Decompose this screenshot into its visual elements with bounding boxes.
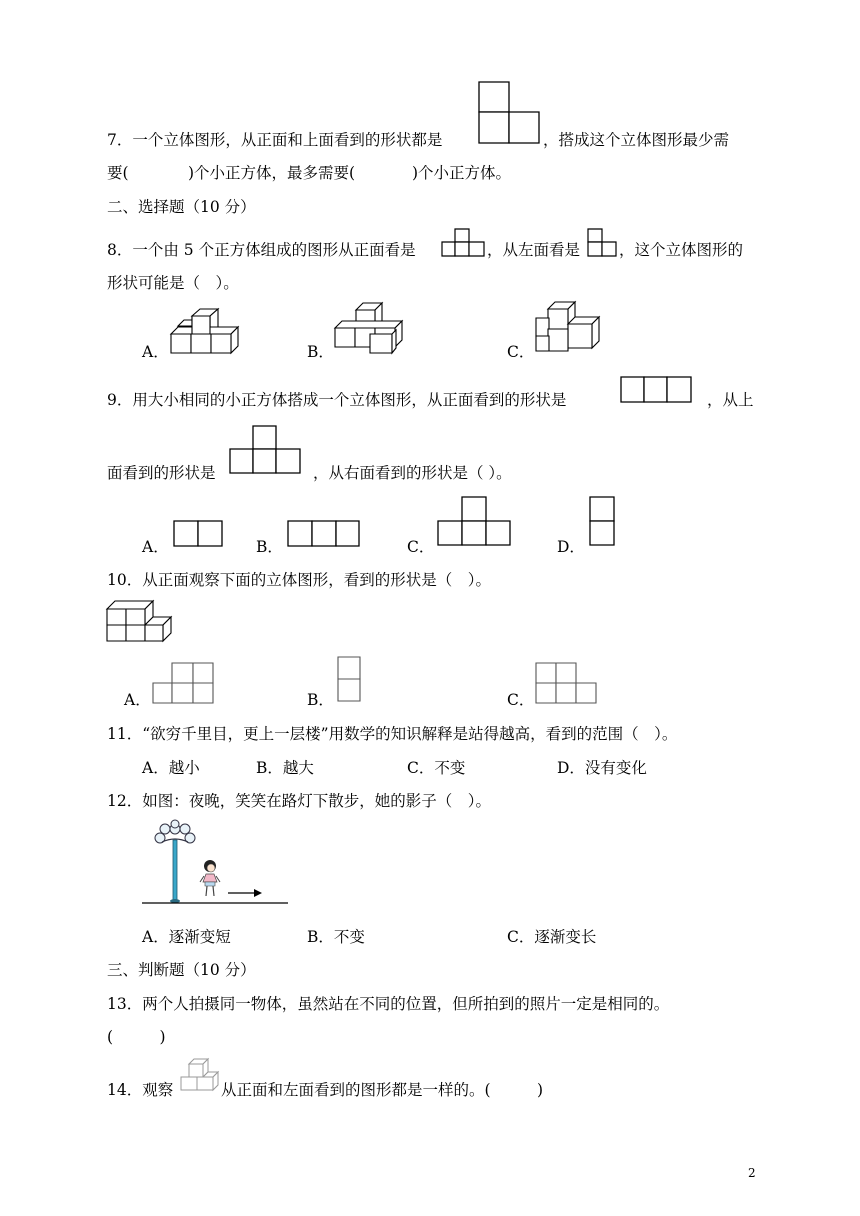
q8-line2: 形状可能是（ ）。 bbox=[107, 274, 239, 292]
q10-option-a-label: A． bbox=[124, 691, 151, 709]
q8-option-b-figure bbox=[334, 302, 406, 354]
q9-line2-b: ，从右面看到的形状是（ ）。 bbox=[313, 464, 512, 482]
q9-option-d-figure bbox=[589, 496, 617, 548]
q7-line2-a: 要( bbox=[107, 164, 129, 182]
section-2-heading: 二、选择题（10 分） bbox=[107, 198, 256, 216]
q14-solid-figure bbox=[180, 1058, 220, 1092]
q7-shape-figure bbox=[478, 80, 542, 146]
page-number: 2 bbox=[748, 1166, 756, 1180]
girl-icon bbox=[200, 860, 220, 896]
q10-solid-figure bbox=[106, 600, 174, 644]
q8-option-b-label: B． bbox=[307, 343, 334, 361]
q8-option-a-figure bbox=[170, 308, 242, 356]
q7-line2-c: )个小正方体。 bbox=[412, 164, 512, 182]
q11-line1: 11．“欲穷千里目，更上一层楼”用数学的知识解释是站得越高，看到的范围（ ）。 bbox=[107, 725, 678, 743]
q8-line1-b: ，从左面看是 bbox=[487, 241, 581, 259]
q8-left-view-figure bbox=[587, 228, 619, 258]
q7-line1-a: 7．一个立体图形，从正面和上面看到的形状都是 bbox=[107, 131, 443, 149]
q13-line2: ( ) bbox=[107, 1028, 166, 1046]
q8-line1-a: 8．一个由 5 个正方体组成的图形从正面看是 bbox=[107, 241, 416, 259]
q12-option-c: C．逐渐变长 bbox=[507, 928, 597, 946]
q9-option-b-label: B． bbox=[256, 538, 283, 556]
q9-front-view-figure bbox=[620, 375, 694, 405]
right-arrow-icon bbox=[228, 889, 262, 897]
q11-option-a: A．越小 bbox=[142, 759, 200, 777]
q10-option-b-label: B． bbox=[307, 691, 334, 709]
q11-option-d: D．没有变化 bbox=[557, 759, 647, 777]
q9-option-a-label: A． bbox=[142, 538, 169, 556]
q14-line1-b: 从正面和左面看到的图形都是一样的。( ) bbox=[221, 1081, 544, 1099]
q8-option-c-figure bbox=[535, 300, 603, 356]
q8-option-c-label: C． bbox=[507, 343, 535, 361]
q11-option-c: C．不变 bbox=[407, 759, 466, 777]
q7-line2-b: )个小正方体，最多需要( bbox=[188, 164, 356, 182]
q9-option-d-label: D． bbox=[557, 538, 585, 556]
q8-option-a-label: A． bbox=[142, 343, 169, 361]
q12-line1: 12．如图：夜晚，笑笑在路灯下散步，她的影子（ ）。 bbox=[107, 792, 491, 810]
q12-streetlamp-illustration bbox=[140, 820, 290, 908]
q9-line1-b: ，从上 bbox=[707, 391, 754, 409]
q10-option-b-figure bbox=[337, 656, 363, 704]
q9-option-a-figure bbox=[173, 519, 225, 549]
q12-option-a: A．逐渐变短 bbox=[142, 928, 231, 946]
q11-option-b: B．越大 bbox=[256, 759, 314, 777]
q13-line1: 13．两个人拍摄同一物体，虽然站在不同的位置，但所拍到的照片一定是相同的。 bbox=[107, 995, 670, 1013]
q12-option-b: B．不变 bbox=[307, 928, 365, 946]
q7-line1-b: ，搭成这个立体图形最少需 bbox=[543, 131, 730, 149]
q9-option-b-figure bbox=[287, 519, 361, 549]
q8-line1-c: ，这个立体图形的 bbox=[619, 241, 744, 259]
q9-line2-a: 面看到的形状是 bbox=[107, 464, 216, 482]
q9-line1-a: 9．用大小相同的小正方体搭成一个立体图形，从正面看到的形状是 bbox=[107, 391, 567, 409]
q10-option-c-label: C． bbox=[507, 691, 535, 709]
q10-line1: 10．从正面观察下面的立体图形，看到的形状是（ ）。 bbox=[107, 571, 491, 589]
q9-option-c-figure bbox=[437, 496, 513, 548]
q10-option-c-figure bbox=[535, 662, 599, 706]
section-3-heading: 三、判断题（10 分） bbox=[107, 961, 256, 979]
streetlamp-icon bbox=[155, 820, 195, 903]
q9-option-c-label: C． bbox=[407, 538, 435, 556]
q9-top-view-figure bbox=[229, 424, 303, 476]
q14-line1-a: 14．观察 bbox=[107, 1081, 174, 1099]
q10-option-a-figure bbox=[152, 662, 216, 706]
q8-front-view-figure bbox=[441, 228, 487, 258]
